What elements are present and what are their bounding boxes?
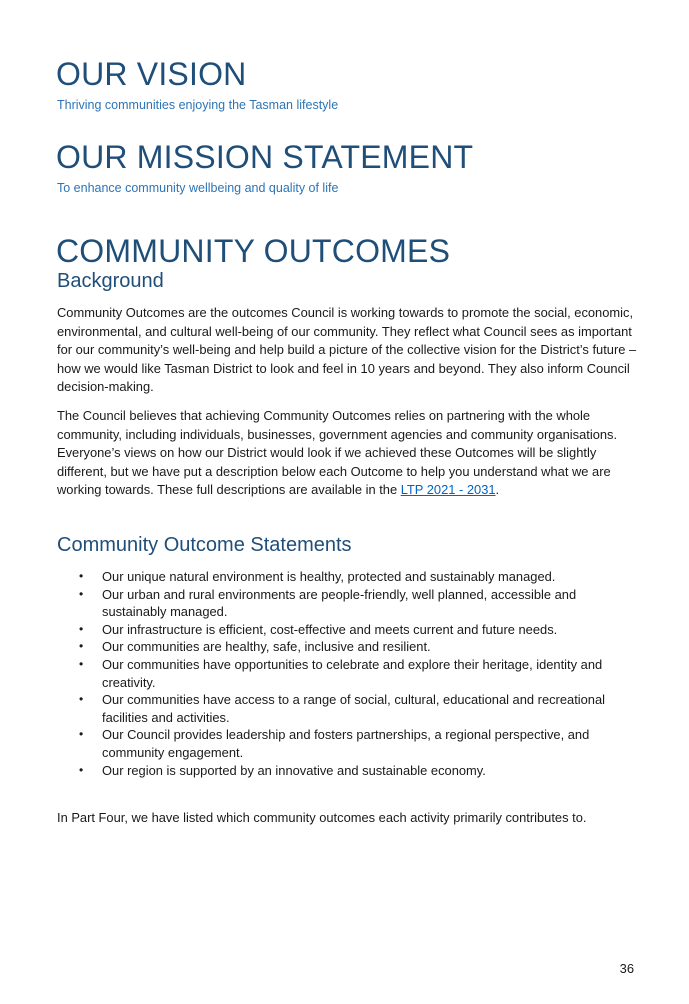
list-item [57, 762, 637, 780]
list-item [57, 638, 637, 656]
bullet-icon: • [79, 692, 84, 707]
statements-heading: Community Outcome Statements [57, 534, 352, 556]
outcome-statements-list [57, 568, 637, 779]
bullet-icon: • [79, 656, 84, 671]
vision-heading: OUR VISION [56, 56, 247, 92]
list-item-text: Our urban and rural environments are people-friendly, well planned, accessible and sustainably managed. [102, 586, 577, 620]
list-item-text: Our unique natural environment is healthy, protected and sustainably managed. [102, 569, 556, 584]
mission-text: To enhance community wellbeing and quality of life [57, 181, 339, 195]
list-item [57, 586, 637, 621]
list-item [57, 568, 637, 586]
bullet-icon: • [79, 569, 84, 583]
paragraph-2-text: The Council believes that achieving Community Outcomes relies on partnering with the whole community, including individuals, businesses, government agencies and community organisations. Everyone’s views on how our District would look if we achieved these Outcomes will be slightly different, but we have put a description below each Outcome to help you understand what we are working towards. These full descriptions are available in the [57, 408, 618, 497]
list-item-text: Our communities have access to a range of social, cultural, educational and recreational facilities and activities. [102, 692, 606, 725]
background-paragraph-2 [57, 407, 637, 500]
background-subheading: Background [57, 270, 164, 292]
list-item-text: Our communities are healthy, safe, inclusive and resilient. [102, 639, 431, 655]
list-item-text: Our infrastructure is efficient, cost-effective and meets current and future needs. [102, 621, 558, 637]
bullet-icon: • [79, 586, 84, 601]
list-item [57, 691, 637, 726]
bullet-icon: • [79, 621, 84, 636]
paragraph-2-end: . [495, 482, 500, 497]
bullet-icon: • [79, 762, 84, 777]
list-item-text: Our region is supported by an innovative and sustainable economy. [102, 762, 486, 778]
bullet-icon: • [79, 639, 84, 654]
list-item [57, 656, 637, 691]
mission-heading: OUR MISSION STATEMENT [56, 139, 474, 175]
vision-text: Thriving communities enjoying the Tasman lifestyle [57, 98, 339, 112]
background-paragraph-1: Community Outcomes are the outcomes Council is working towards to promote the social, economic, environmental, and cultural well-being of our community. They reflect what Council sees as important for our community’s well-being and help build a picture of the collective vision for the District’s future – how we would like Tasman District to look and feel in 10 years and beyond. They also inform Council decision-making. [57, 305, 637, 394]
outcomes-heading: COMMUNITY OUTCOMES [56, 233, 451, 269]
bullet-icon: • [79, 727, 84, 742]
ltp-link[interactable]: LTP 2021 - 2031 [400, 482, 496, 497]
closing-paragraph: In Part Four, we have listed which community outcomes each activity primarily contributes to. [57, 810, 587, 825]
list-item [57, 621, 637, 639]
list-item [57, 726, 637, 761]
page-number: 36 [619, 961, 634, 976]
list-item-text: Our Council provides leadership and fosters partnerships, a regional perspective, and community engagement. [102, 727, 590, 760]
list-item-text: Our communities have opportunities to celebrate and explore their heritage, identity and creativity. [102, 656, 603, 690]
